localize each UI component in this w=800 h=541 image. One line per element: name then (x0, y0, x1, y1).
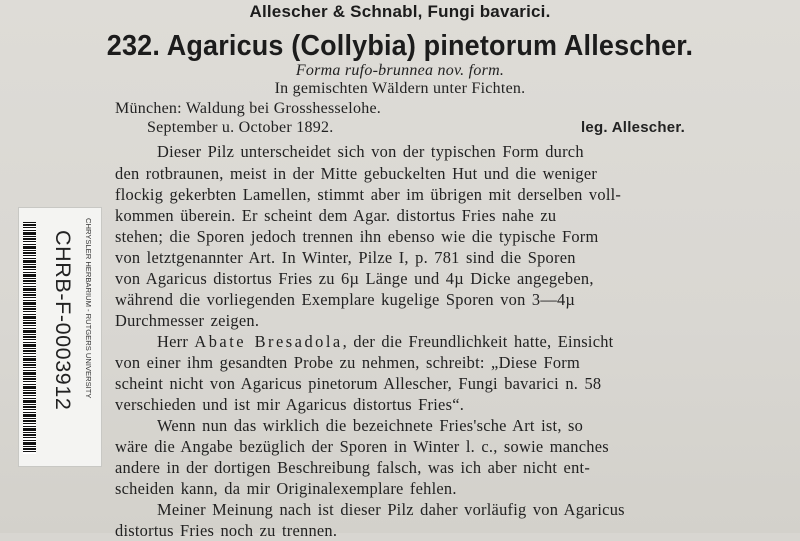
person-name: Abate Bresadola (194, 332, 343, 351)
form-line: Forma rufo-brunnea nov. form. (295, 62, 505, 79)
body-line: den rotbraunen, meist in der Mitte gebuckelten Hut und die weniger (115, 164, 598, 183)
body-line: Dieser Pilz unterscheidet sich von der typischen Form durch (157, 142, 584, 161)
body-line: von Agaricus distortus Fries zu 6µ Länge und 4µ Dicke angegeben, (115, 269, 594, 288)
habitat-line: In gemischten Wäldern unter Fichten. (274, 80, 526, 97)
body-line (157, 332, 613, 352)
herbarium-name: CHRYSLER HERBARIUM - RUTGERS UNIVERSITY (84, 218, 93, 399)
body-line: verschieden und ist mir Agaricus distortus Fries“. (115, 395, 465, 414)
series-title: Allescher & Schnabl, Fungi bavarici. (249, 2, 551, 21)
species-title: 232. Agaricus (Collybia) pinetorum Allescher. (106, 30, 694, 62)
body-line: von einer ihm gesandten Probe zu nehmen, schreibt: „Diese Form (115, 353, 581, 372)
locality-line: München: Waldung bei Grosshesselohe. (115, 100, 382, 117)
body-text: Herr (157, 332, 195, 351)
barcode-icon (23, 222, 36, 454)
barcode-label (18, 207, 102, 467)
body-line: wäre die Angabe bezüglich der Sporen in Winter l. c., sowie manches (115, 437, 609, 456)
body-line: stehen; die Sporen jedoch trennen ihn ebenso wie die typische Form (115, 227, 599, 246)
body-line: Wenn nun das wirklich die bezeichnete Fries'sche Art ist, so (157, 416, 584, 435)
body-line: von letztgenannter Art. In Winter, Pilze I, p. 781 sind die Sporen (115, 248, 576, 267)
body-line: scheiden kann, da mir Originalexemplare fehlen. (115, 479, 457, 498)
body-text: , der die Freundlichkeit hatte, Einsicht (342, 332, 614, 351)
catalog-number: CHRB-F-0003912 (51, 230, 75, 411)
body-line: kommen überein. Er scheint dem Agar. distortus Fries nahe zu (115, 206, 557, 225)
body-line: distortus Fries noch zu trennen. (115, 521, 338, 540)
body-line: Durchmesser zeigen. (115, 311, 260, 330)
collection-date: September u. October 1892. (147, 119, 334, 136)
body-line: Meiner Meinung nach ist dieser Pilz daher vorläufig von Agaricus (157, 500, 625, 519)
body-line: während die vorliegenden Exemplare kugelige Sporen von 3—4µ (115, 290, 576, 309)
body-line: flockig gekerbten Lamellen, stimmt aber im übrigen mit derselben voll- (115, 185, 622, 204)
body-line: scheint nicht von Agaricus pinetorum Allescher, Fungi bavarici n. 58 (115, 374, 602, 393)
body-line: andere in der dortigen Beschreibung falsch, was ich aber nicht ent- (115, 458, 591, 477)
collector-label: leg. Allescher. (581, 119, 686, 136)
